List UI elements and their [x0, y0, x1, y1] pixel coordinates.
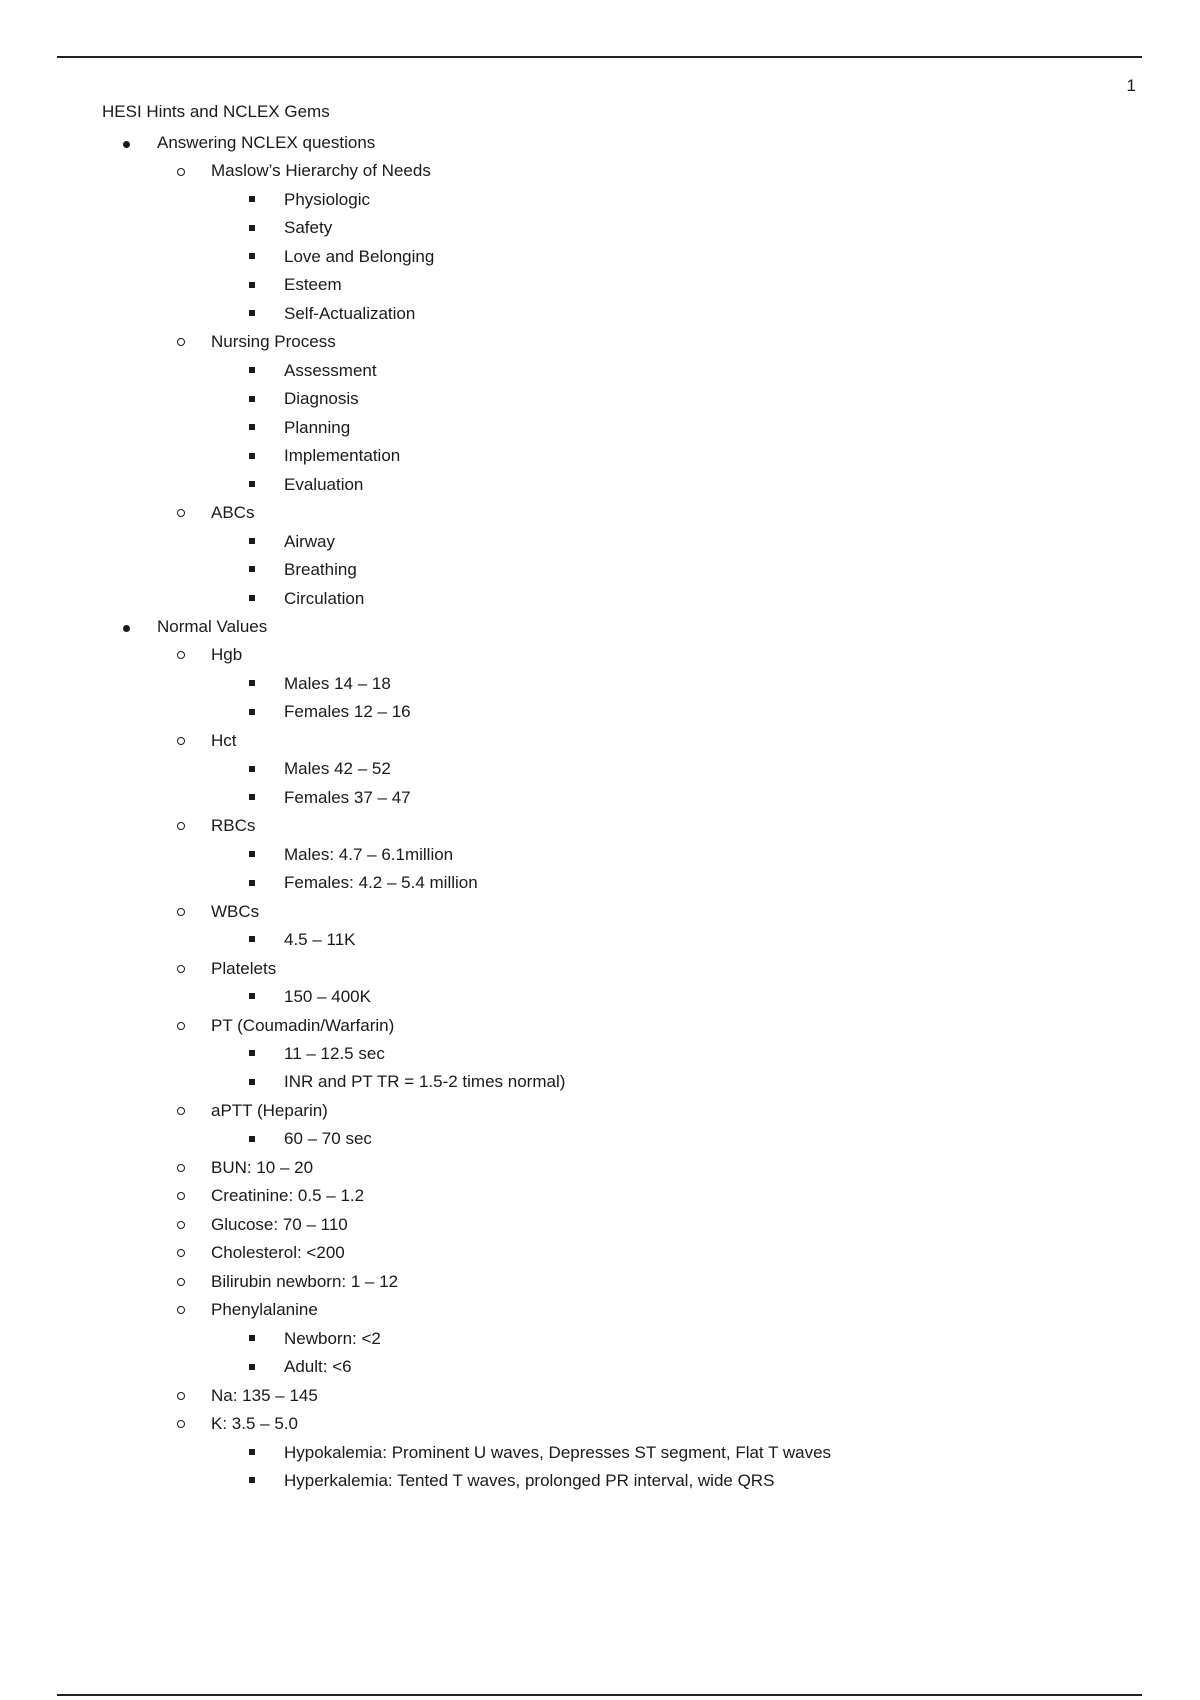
bullet-circle-icon: [171, 157, 191, 185]
document-title: HESI Hints and NCLEX Gems: [102, 102, 330, 121]
bullet-square-icon: [242, 1040, 262, 1068]
bullet-square-icon: [242, 556, 262, 584]
outline-item-level-2: [0, 1410, 1200, 1438]
bullet-circle-icon: [171, 1382, 191, 1410]
header-rule: [57, 56, 1142, 58]
outline-item-level-2: [0, 1211, 1200, 1239]
outline-item-text: Cholesterol: <200: [211, 1243, 345, 1263]
outline-item-level-1: [0, 129, 1200, 157]
bullet-square-icon: [242, 442, 262, 470]
outline-item-text: K: 3.5 – 5.0: [211, 1414, 298, 1434]
outline-item-text: BUN: 10 – 20: [211, 1157, 314, 1177]
outline-item-text: Self-Actualization: [284, 303, 416, 323]
bullet-circle-icon: [171, 499, 191, 527]
outline-item-text: RBCs: [211, 816, 256, 836]
bullet-square-icon: [242, 186, 262, 214]
outline-item-level-3: [0, 841, 1200, 869]
outline-item-level-3: [0, 1353, 1200, 1381]
outline-item-text: 4.5 – 11K: [284, 930, 356, 950]
outline-item-level-2: [0, 898, 1200, 926]
bullet-square-icon: [242, 1068, 262, 1096]
outline-item-level-2: [0, 1154, 1200, 1182]
outline-item-text: Diagnosis: [284, 389, 359, 409]
outline-item-level-3: [0, 585, 1200, 613]
bullet-square-icon: [242, 1353, 262, 1381]
outline-item-text: Adult: <6: [284, 1357, 352, 1377]
outline-item-text: Hct: [211, 730, 237, 750]
bullet-square-icon: [242, 755, 262, 783]
bullet-square-icon: [242, 357, 262, 385]
outline-item-text: Platelets: [211, 958, 277, 978]
footer-rule: [57, 1694, 1142, 1696]
outline-item-level-3: [0, 1125, 1200, 1153]
outline-item-level-3: [0, 1068, 1200, 1096]
outline-item-level-3: [0, 243, 1200, 271]
outline-item-level-3: [0, 471, 1200, 499]
outline-item-text: Circulation: [284, 588, 365, 608]
outline-item-level-3: [0, 556, 1200, 584]
bullet-square-icon: [242, 1467, 262, 1495]
outline-item-level-3: [0, 1467, 1200, 1495]
bullet-circle-icon: [171, 727, 191, 755]
outline-item-level-2: [0, 1097, 1200, 1125]
outline-item-text: 11 – 12.5 sec: [284, 1044, 385, 1063]
bullet-square-icon: [242, 1325, 262, 1353]
bullet-square-icon: [242, 784, 262, 812]
outline-item-text: Bilirubin newborn: 1 – 12: [211, 1271, 399, 1291]
bullet-circle-icon: [171, 1182, 191, 1210]
bullet-circle-icon: [171, 955, 191, 983]
outline-item-level-2: [0, 812, 1200, 840]
outline-item-level-1: [0, 613, 1200, 641]
bullet-square-icon: [242, 271, 262, 299]
outline-item-level-2: [0, 1239, 1200, 1267]
bullet-square-icon: [242, 385, 262, 413]
outline-item-text: PT (Coumadin/Warfarin): [211, 1015, 395, 1035]
outline-item-level-3: [0, 528, 1200, 556]
outline-item-text: ABCs: [211, 503, 255, 523]
outline-item-level-2: [0, 641, 1200, 669]
outline-item-text: Females 12 – 16: [284, 702, 411, 722]
bullet-square-icon: [242, 670, 262, 698]
bullet-square-icon: [242, 300, 262, 328]
bullet-dot-icon: [116, 129, 136, 157]
outline-item-level-3: [0, 926, 1200, 954]
outline-item-level-3: [0, 755, 1200, 783]
outline-item-level-3: [0, 300, 1200, 328]
outline-item-text: Answering NCLEX questions: [157, 133, 376, 152]
bullet-square-icon: [242, 1125, 262, 1153]
bullet-dot-icon: [116, 613, 136, 641]
outline-item-level-3: [0, 214, 1200, 242]
page-number: 1: [1126, 76, 1136, 95]
bullet-square-icon: [242, 869, 262, 897]
outline-item-level-3: [0, 784, 1200, 812]
outline-item-level-3: [0, 385, 1200, 413]
outline-item-text: Creatinine: 0.5 – 1.2: [211, 1186, 365, 1206]
outline-item-text: Hyperkalemia: Tented T waves, prolonged PR interval, wide QRS: [284, 1471, 775, 1491]
outline-item-text: Planning: [284, 417, 351, 437]
outline-item-level-2: [0, 328, 1200, 356]
bullet-circle-icon: [171, 1239, 191, 1267]
outline-item-text: aPTT (Heparin): [211, 1100, 328, 1120]
bullet-square-icon: [242, 1439, 262, 1467]
outline-item-level-3: [0, 1040, 1200, 1068]
outline-item-text: Hgb: [211, 645, 243, 665]
outline-item-level-2: [0, 955, 1200, 983]
bullet-square-icon: [242, 414, 262, 442]
bullet-square-icon: [242, 528, 262, 556]
outline-item-level-2: [0, 157, 1200, 185]
bullet-square-icon: [242, 471, 262, 499]
bullet-square-icon: [242, 243, 262, 271]
outline-item-text: Hypokalemia: Prominent U waves, Depresses ST segment, Flat T waves: [284, 1442, 832, 1462]
bullet-square-icon: [242, 585, 262, 613]
bullet-circle-icon: [171, 1296, 191, 1324]
outline-item-level-2: [0, 1182, 1200, 1210]
outline-item-text: Females 37 – 47: [284, 787, 411, 807]
outline-item-level-3: [0, 1439, 1200, 1467]
outline-item-level-2: [0, 1268, 1200, 1296]
outline-item-text: Breathing: [284, 560, 357, 580]
bullet-square-icon: [242, 214, 262, 242]
bullet-circle-icon: [171, 1268, 191, 1296]
outline-item-text: Males 42 – 52: [284, 759, 391, 779]
outline-item-text: Physiologic: [284, 189, 370, 209]
outline-item-text: Assessment: [284, 360, 377, 380]
outline-item-text: Airway: [284, 531, 336, 551]
bullet-circle-icon: [171, 1410, 191, 1438]
bullet-circle-icon: [171, 328, 191, 356]
outline-item-level-2: [0, 1296, 1200, 1324]
outline-item-text: 150 – 400K: [284, 987, 371, 1007]
outline-item-text: Evaluation: [284, 474, 364, 494]
bullet-circle-icon: [171, 1211, 191, 1239]
bullet-circle-icon: [171, 1012, 191, 1040]
outline-item-level-3: [0, 983, 1200, 1011]
outline-item-text: INR and PT TR = 1.5-2 times normal): [284, 1072, 566, 1092]
outline-item-text: Glucose: 70 – 110: [211, 1214, 348, 1234]
outline-item-level-2: [0, 727, 1200, 755]
outline-item-level-3: [0, 1325, 1200, 1353]
bullet-square-icon: [242, 983, 262, 1011]
outline-item-text: Love and Belonging: [284, 246, 435, 266]
outline-item-text: Maslow’s Hierarchy of Needs: [211, 161, 431, 181]
bullet-circle-icon: [171, 1097, 191, 1125]
outline-item-level-3: [0, 357, 1200, 385]
outline-item-text: Males: 4.7 – 6.1million: [284, 844, 454, 864]
outline-list: [0, 129, 1200, 1496]
bullet-square-icon: [242, 841, 262, 869]
bullet-circle-icon: [171, 1154, 191, 1182]
outline-item-level-3: [0, 186, 1200, 214]
outline-item-text: Females: 4.2 – 5.4 million: [284, 873, 478, 893]
outline-item-text: Safety: [284, 218, 333, 238]
outline-item-text: Implementation: [284, 446, 401, 466]
outline-item-level-2: [0, 1012, 1200, 1040]
outline-item-level-3: [0, 869, 1200, 897]
bullet-square-icon: [242, 698, 262, 726]
outline-item-level-3: [0, 271, 1200, 299]
outline-item-level-2: [0, 499, 1200, 527]
outline-item-level-3: [0, 670, 1200, 698]
bullet-circle-icon: [171, 641, 191, 669]
bullet-circle-icon: [171, 898, 191, 926]
outline-item-text: Normal Values: [157, 616, 268, 636]
outline-item-text: Males 14 – 18: [284, 673, 391, 693]
outline-item-text: Newborn: <2: [284, 1328, 381, 1348]
bullet-circle-icon: [171, 812, 191, 840]
outline-item-level-2: [0, 1382, 1200, 1410]
outline-item-text: WBCs: [211, 901, 260, 921]
outline-item-text: Nursing Process: [211, 332, 336, 352]
outline-item-level-3: [0, 698, 1200, 726]
outline-item-text: Esteem: [284, 275, 342, 295]
outline-item-text: Phenylalanine: [211, 1300, 318, 1320]
outline-item-text: 60 – 70 sec: [284, 1129, 372, 1149]
outline-item-text: Na: 135 – 145: [211, 1385, 318, 1405]
outline-item-level-3: [0, 442, 1200, 470]
outline-item-level-3: [0, 414, 1200, 442]
bullet-square-icon: [242, 926, 262, 954]
